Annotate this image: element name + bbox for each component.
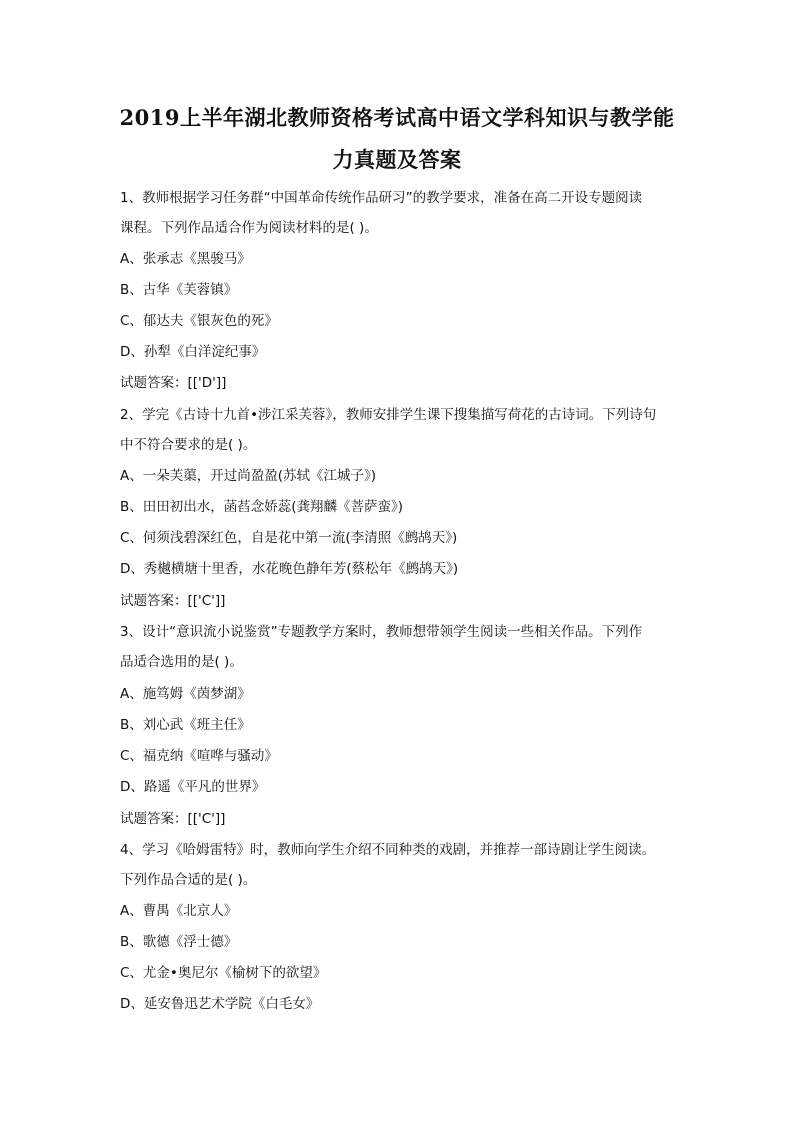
question-1-stem-line-2: 课程。下列作品适合作为阅读材料的是( )。 [120,220,378,236]
question-2-option-a: A、一朵芙蕖，开过尚盈盈(苏轼《江城子》) [120,468,377,484]
question-3-option-c: C、福克纳《喧哗与骚动》 [120,748,278,764]
question-1-stem-line-1: 1、教师根据学习任务群“中国革命传统作品研习”的教学要求，准备在高二开设专题阅读 [120,190,643,206]
question-4-option-c: C、尤金•奥尼尔《榆树下的欲望》 [120,965,327,981]
question-2-option-c: C、何须浅碧深红色，自是花中第一流(李清照《鹧鸪天》) [120,530,458,546]
question-4-option-d: D、延安鲁迅艺术学院《白毛女》 [120,996,320,1012]
question-2-answer: 试题答案：[['C']] [120,593,226,609]
document-title-line-2: 力真题及答案 [332,147,462,172]
question-1-option-d: D、孙犁《白洋淀纪事》 [120,344,266,360]
question-3-stem-line-1: 3、设计“意识流小说鉴赏”专题教学方案时，教师想带领学生阅读一些相关作品。下列作 [120,624,643,640]
question-2-option-d: D、秀樾横塘十里香，水花晚色静年芳(蔡松年《鹧鸪天》) [120,561,459,577]
question-4-option-a: A、曹禺《北京人》 [120,903,238,919]
question-3-stem-line-2: 品适合选用的是( )。 [120,654,243,670]
question-1-option-a: A、张承志《黑骏马》 [120,251,251,267]
document-title-line-1: 2019上半年湖北教师资格考试高中语文学科知识与教学能 [119,105,675,130]
question-2-stem-line-1: 2、学完《古诗十九首•涉江采芙蓉》，教师安排学生课下搜集描写荷花的古诗词。下列诗句 [120,407,657,423]
question-3-option-d: D、路遥《平凡的世界》 [120,779,266,795]
question-4-stem-line-2: 下列作品合适的是( )。 [120,872,257,888]
question-3-answer: 试题答案：[['C']] [120,811,226,827]
question-1-option-c: C、郁达夫《银灰色的死》 [120,313,278,329]
question-2-option-b: B、田田初出水，菡萏念娇蕊(龚翔麟《菩萨蛮》) [120,499,404,515]
question-1-answer: 试题答案：[['D']] [120,375,227,391]
question-1-option-b: B、古华《芙蓉镇》 [120,282,238,298]
question-3-option-b: B、刘心武《班主任》 [120,717,251,733]
question-4-stem-line-1: 4、学习《哈姆雷特》时，教师向学生介绍不同种类的戏剧，并推荐一部诗剧让学生阅读。 [120,842,656,858]
question-3-option-a: A、施笃姆《茵梦湖》 [120,686,251,702]
question-4-option-b: B、歌德《浮士德》 [120,934,238,950]
question-2-stem-line-2: 中不符合要求的是( )。 [120,437,257,453]
